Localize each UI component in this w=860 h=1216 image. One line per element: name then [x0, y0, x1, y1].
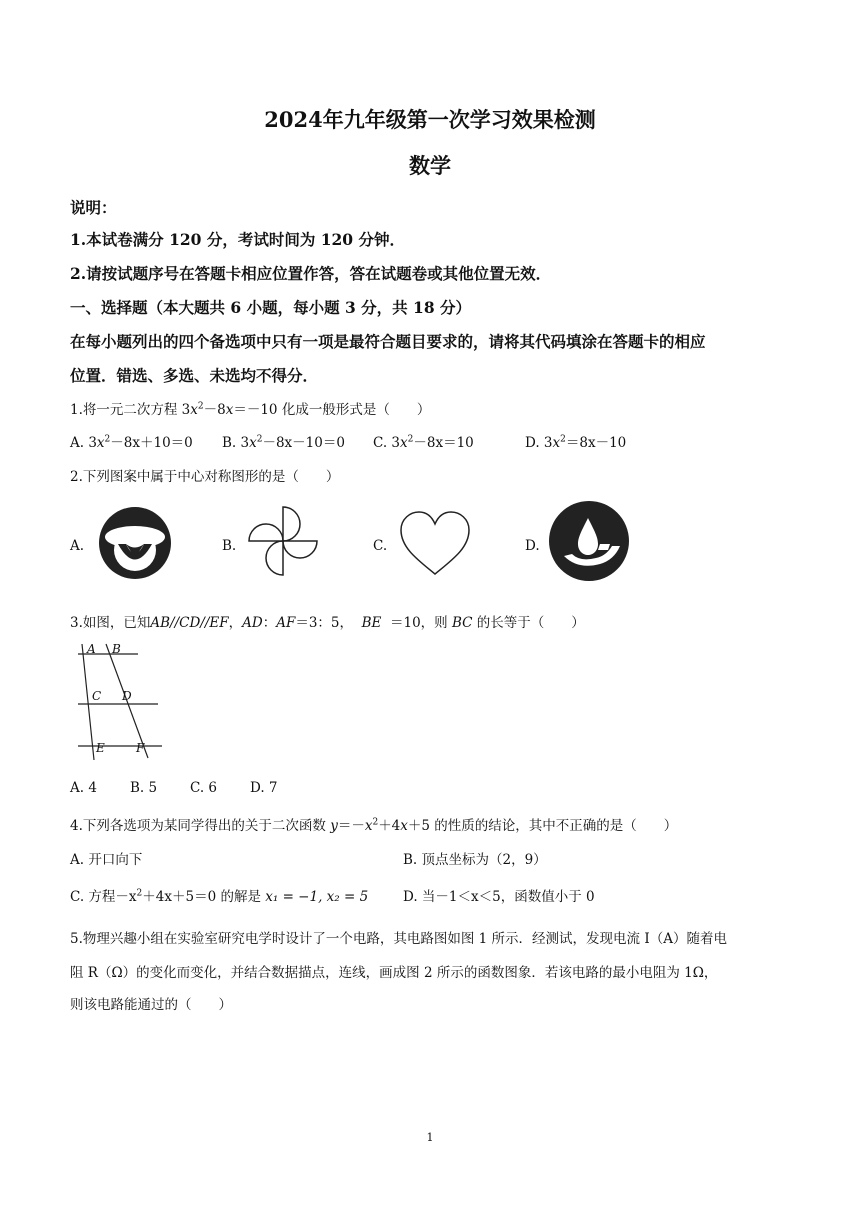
question-3-option-b: B. 5 — [130, 780, 158, 796]
q2-figure-b-pinwheel — [245, 503, 321, 579]
section-desc-line-1: 在每小题列出的四个备选项中只有一项是最符合题目要求的，请将其代码填涂在答题卡的相应 — [70, 332, 706, 351]
question-3-stem: 3.如图，已知AB//CD//EF，AD：AF＝3：5， BE ＝10，则 BC 的长等于（ ） — [70, 615, 585, 631]
question-3-option-d: D. 7 — [250, 780, 278, 796]
label-f: F — [136, 741, 145, 755]
label-c: C — [92, 689, 102, 703]
question-1-option-a: A. $3x^2-8x+10=0$ — [70, 434, 193, 451]
page-number: 1 — [426, 1131, 434, 1144]
question-1-stem: 1.将一元二次方程 $3x^2-8x=-10$ 化成一般形式是（ ） — [70, 401, 431, 418]
question-5-line-3: 则该电路能通过的（ ） — [70, 997, 232, 1013]
question-4-option-a: A. 开口向下 — [70, 852, 143, 868]
question-3-option-a: A. 4 — [70, 780, 97, 796]
section-heading: 一、选择题（本大题共 6 小题，每小题 3 分，共 18 分） — [70, 298, 472, 317]
question-4-stem: 4.下列各选项为某同学得出的关于二次函数 $y=-x^2+4x+5$ 的性质的结论，其中不正确的是（ ） — [70, 817, 678, 834]
question-4-option-c: C. 方程$-x^2+4x+5=0$ 的解是 x₁ = −1, x₂ = 5 — [70, 888, 369, 905]
question-3-option-c: C. 6 — [190, 780, 218, 796]
instructions-label: 说明： — [70, 198, 117, 217]
question-2-stem: 2.下列图案中属于中心对称图形的是（ ） — [70, 469, 340, 485]
question-1-option-b: B. $3x^2-8x-10=0$ — [222, 434, 345, 451]
question-1-option-c: C. $3x^2-8x=10$ — [373, 434, 474, 451]
label-a: A — [87, 642, 96, 656]
subject-title: 数学 — [409, 153, 451, 178]
section-desc-line-2: 位置．错选、多选、未选均不得分． — [70, 366, 319, 385]
instruction-item-1: 1.本试卷满分 120 分，考试时间为 120 分钟． — [70, 230, 405, 249]
q2-figure-a-emblem — [95, 503, 175, 583]
question-2-option-b-label: B. — [222, 538, 237, 554]
q3-parallel-lines-figure — [70, 640, 165, 766]
question-4-option-b: B. 顶点坐标为（2，9） — [403, 852, 547, 868]
q2-figure-c-heart — [398, 510, 472, 578]
question-5-line-1: 5.物理兴趣小组在实验室研究电学时设计了一个电路，其电路图如图 1 所示．经测试，发现电流 I（A）随着电 — [70, 931, 727, 947]
question-2-option-d-label: D. — [525, 538, 540, 554]
label-b: B — [112, 642, 121, 656]
question-2-option-a-label: A. — [70, 538, 85, 554]
instruction-item-2: 2.请按试题序号在答题卡相应位置作答，答在试题卷或其他位置无效． — [70, 264, 552, 283]
exam-title: 2024年九年级第一次学习效果检测 — [264, 107, 596, 132]
question-5-line-2: 阻 R（Ω）的变化而变化，并结合数据描点，连线，画成图 2 所示的函数图象．若该电路的最小电阻为 1Ω， — [70, 965, 718, 981]
label-e: E — [96, 741, 105, 755]
label-d: D — [122, 689, 132, 703]
question-4-option-d: D. 当－1＜x＜5，函数值小于 0 — [403, 889, 595, 905]
question-1-option-d: D. $3x^2=8x-10$ — [525, 434, 627, 451]
question-2-option-c-label: C. — [373, 538, 388, 554]
q2-figure-d-waterdrop — [548, 500, 630, 582]
